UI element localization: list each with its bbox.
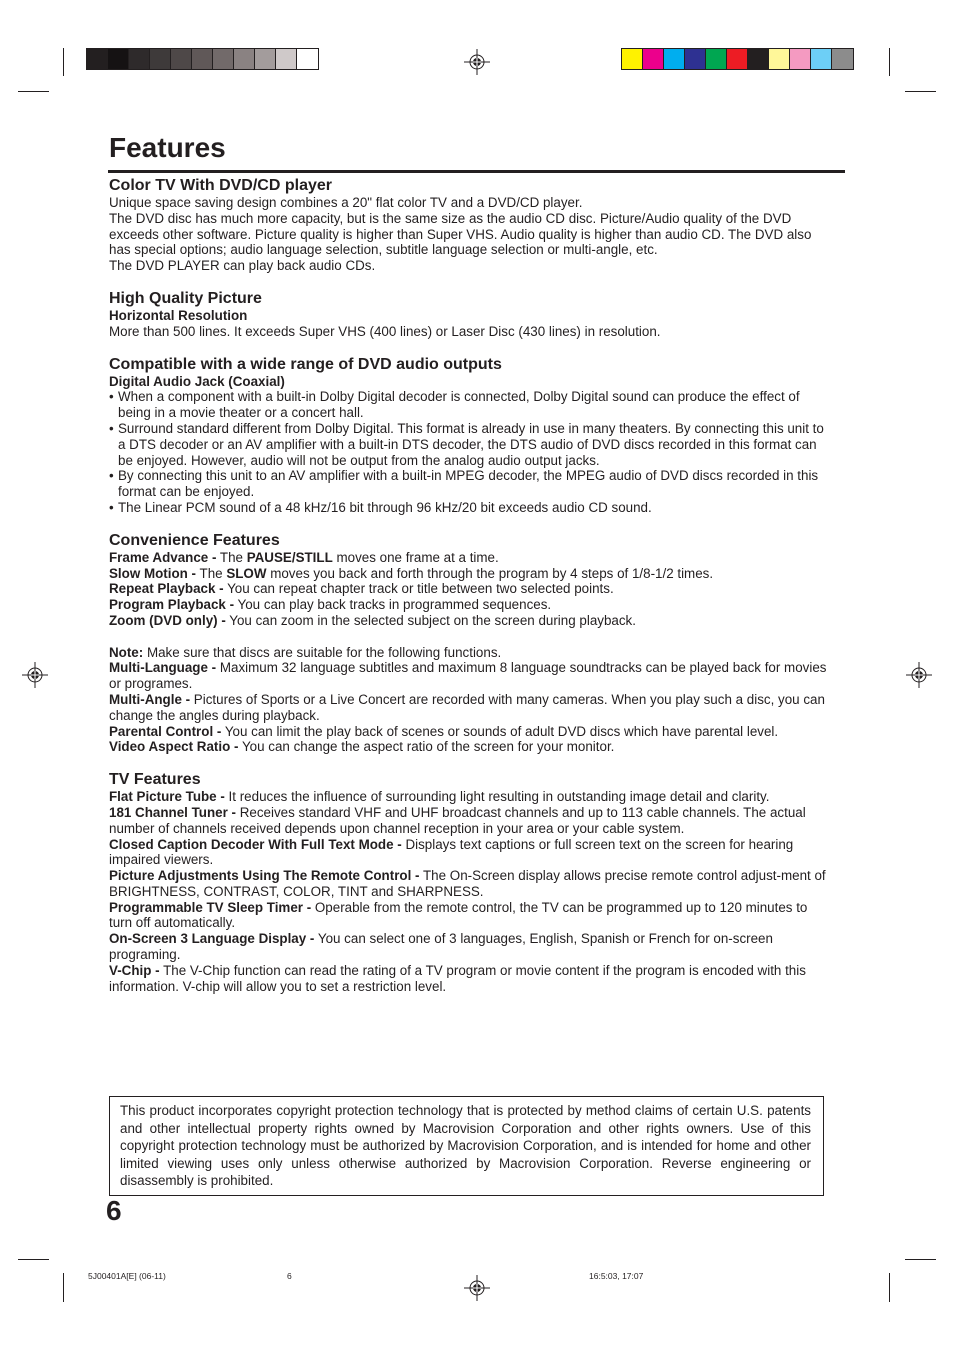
subheading: Horizontal Resolution (109, 307, 248, 323)
footer-timestamp: 16:5:03, 17:07 (589, 1271, 644, 1281)
color-swatch (297, 49, 318, 69)
color-swatch (171, 49, 192, 69)
section-convenience (109, 531, 827, 755)
bullet-icon: • (109, 420, 114, 436)
feature-item: V-Chip - The V-Chip function can read the rating of a TV program or movie content if the program is encoded with this information. V-chip will allow you to set a restriction level. (109, 962, 806, 994)
section-audio (109, 355, 827, 516)
paragraph: More than 500 lines. It exceeds Super VHS (400 lines) or Laser Disc (430 lines) in resolution. (109, 323, 661, 339)
color-swatch (255, 49, 276, 69)
footer-code: 5J00401A[E] (06-11) (88, 1271, 166, 1281)
page-title: Features (109, 132, 226, 163)
crop-mark (905, 1259, 936, 1260)
color-calibration-bar (621, 48, 854, 70)
paragraph: Unique space saving design combines a 20" flat color TV and a DVD/CD player. (109, 195, 583, 210)
grayscale-calibration-bar (86, 48, 319, 70)
feature-item: Program Playback - You can play back tracks in programmed sequences. (109, 597, 552, 613)
feature-item: On-Screen 3 Language Display - You can select one of 3 languages, English, Spanish or French for on-screen programing. (109, 931, 773, 963)
color-swatch (790, 49, 811, 69)
color-swatch (727, 49, 748, 69)
color-swatch (622, 49, 643, 69)
feature-item: Frame Advance - The PAUSE/STILL moves one frame at a time. (109, 549, 499, 565)
color-swatch (685, 49, 706, 69)
color-swatch (643, 49, 664, 69)
registration-mark-icon (22, 662, 48, 688)
feature-item: Zoom (DVD only) - You can zoom in the selected subject on the screen during playback. (109, 612, 636, 628)
note: Note: Make sure that discs are suitable for the following functions. (109, 644, 502, 660)
section-heading: TV Features (109, 771, 201, 789)
color-swatch (811, 49, 832, 69)
color-swatch (213, 49, 234, 69)
color-swatch (108, 49, 129, 69)
feature-item: 181 Channel Tuner - Receives standard VHF and UHF broadcast channels and up to 113 cable channels. The actual number of channels received depends upon channel reception in your area or your cable system. (109, 804, 806, 836)
copyright-notice: This product incorporates copyright protection technology that is protected by method claims of certain U.S. patents and other intellectual property rights owned by Macrovision Corporation and other rights owners. Use of this copyright protection technology must be authorized by Macrovision Corporation, and is intended for home and other limited viewing uses only unless otherwise authorized by Macrovision Corporation. Reverse engineering or disassembly is prohibited. (109, 1096, 824, 1196)
section-heading: Color TV With DVD/CD player (109, 177, 332, 194)
feature-item: Slow Motion - The SLOW moves you back and forth through the program by 4 steps of 1/8-1/2 times. (109, 565, 714, 581)
bullet-item: • Surround standard different from Dolby Digital. This format is already in use in many theaters. By connecting this unit to a DTS decoder or an AV amplifier with a built-in DTS decoder, the DTS audio of DVD discs recorded in this format can be enjoyed. However, audio will not be output from the analog audio output jacks. (109, 420, 824, 468)
color-swatch (150, 49, 171, 69)
feature-item: Picture Adjustments Using The Remote Control - The On-Screen display allows precise remote control adjust-ment of BRIGHTNESS, CONTRAST, COLOR, TINT and SHARPNESS. (109, 868, 826, 899)
crop-mark (63, 1273, 64, 1302)
paragraph: The DVD PLAYER can play back audio CDs. (109, 258, 376, 274)
feature-item: Multi-Angle - Pictures of Sports or a Live Concert are recorded with many cameras. When you play such a disc, you can change the angles during playback. (109, 691, 825, 723)
paragraph: The DVD disc has much more capacity, but is the same size as the audio CD disc. Picture/Audio quality of the DVD exceeds other software. Picture quality is higher than Super VHS. Audio quality is higher than audio CD. The DVD also has special options; audio language selection, subtitle language selection or multi-angle, etc. (109, 210, 812, 258)
bullet-item: • The Linear PCM sound of a 48 kHz/16 bit through 96 kHz/20 bit exceeds audio CD sound. (109, 499, 652, 515)
feature-item: Flat Picture Tube - It reduces the influence of surrounding light resulting in outstanding image detail and clarity. (109, 789, 770, 805)
color-swatch (276, 49, 297, 69)
color-swatch (129, 49, 150, 69)
feature-item: Repeat Playback - You can repeat chapter track or title between two selected points. (109, 581, 614, 597)
registration-mark-icon (464, 1275, 490, 1301)
color-swatch (234, 49, 255, 69)
crop-mark (889, 1273, 890, 1302)
bullet-item: • When a component with a built-in Dolby Digital decoder is connected, Dolby Digital sound can produce the effect of being in a movie theater or a concert hall. (109, 389, 800, 421)
crop-mark (905, 91, 936, 92)
bullet-icon: • (109, 389, 114, 405)
features-content (109, 176, 827, 994)
feature-item: Multi-Language - Maximum 32 language subtitles and maximum 8 language soundtracks can be played back for movies or programes. (109, 660, 827, 692)
crop-mark (63, 48, 64, 76)
bullet-item: • By connecting this unit to an AV amplifier with a built-in MPEG decoder, the MPEG audio of DVD discs recorded in this format can be enjoyed. (109, 468, 819, 500)
crop-mark (18, 1259, 49, 1260)
section-heading: High Quality Picture (109, 289, 262, 307)
footer-page: 6 (287, 1271, 292, 1281)
color-swatch (769, 49, 790, 69)
color-swatch (192, 49, 213, 69)
color-swatch (664, 49, 685, 69)
color-swatch (87, 49, 108, 69)
section-heading: Convenience Features (109, 531, 280, 549)
section-color-tv (109, 176, 827, 274)
bullet-icon: • (109, 468, 114, 484)
crop-mark (889, 48, 890, 76)
section-tv (109, 770, 827, 994)
feature-item: Parental Control - You can limit the play back of scenes or sounds of adult DVD discs which have parental level. (109, 723, 779, 739)
feature-item: Closed Caption Decoder With Full Text Mode - Displays text captions or full screen text on the screen for hearing impaired viewers. (109, 836, 794, 868)
color-swatch (706, 49, 727, 69)
color-swatch (748, 49, 769, 69)
section-picture (109, 289, 827, 340)
page-number: 6 (106, 1195, 122, 1226)
registration-mark-icon (464, 49, 490, 75)
color-swatch (832, 49, 853, 69)
feature-item: Programmable TV Sleep Timer - Operable from the remote control, the TV can be programmed up to 120 minutes to turn off automatically. (109, 899, 808, 931)
bullet-icon: • (109, 499, 114, 515)
registration-mark-icon (906, 662, 932, 688)
title-rule (108, 170, 845, 173)
feature-item: Video Aspect Ratio - You can change the aspect ratio of the screen for your monitor. (109, 739, 615, 755)
crop-mark (18, 91, 49, 92)
section-heading: Compatible with a wide range of DVD audio outputs (109, 355, 502, 373)
subheading: Digital Audio Jack (Coaxial) (109, 373, 285, 389)
